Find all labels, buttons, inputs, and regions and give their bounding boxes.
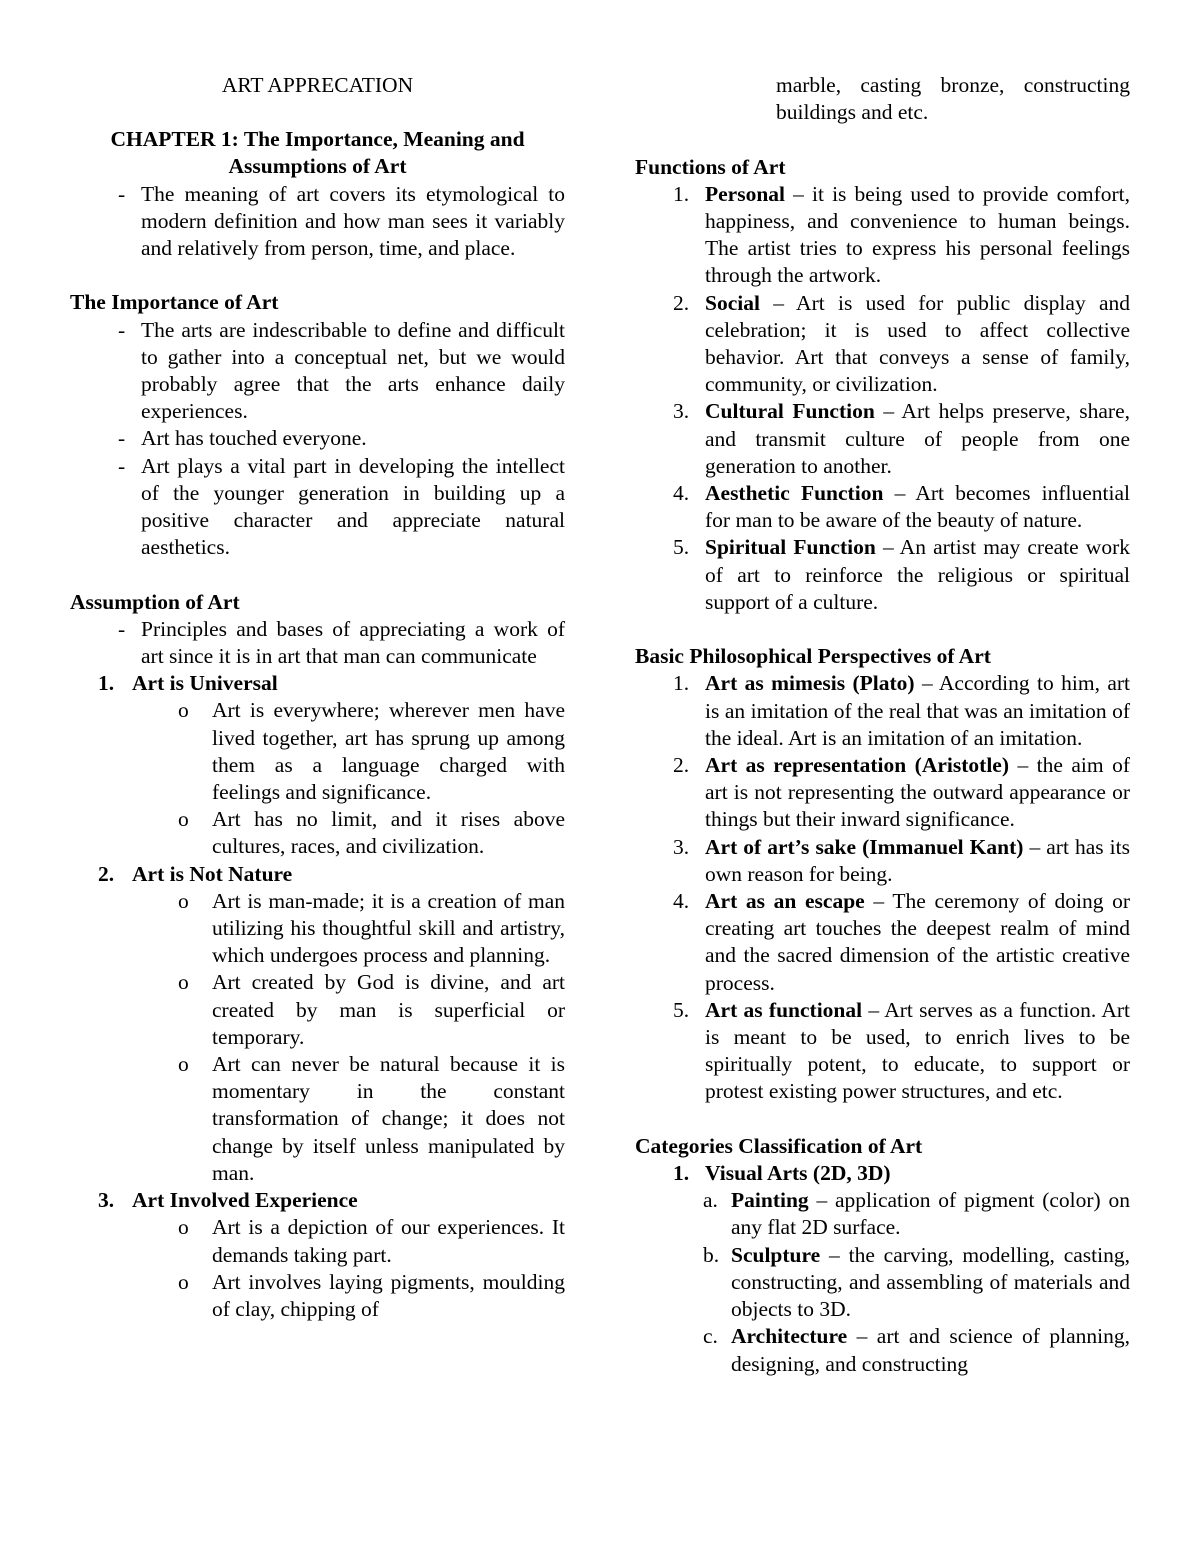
list-letter: b. bbox=[703, 1242, 720, 1267]
sub-bullet-text: Art is a depiction of our experiences. It demands taking part. bbox=[212, 1215, 565, 1267]
sub-bullet-item bbox=[70, 697, 565, 806]
perspective-item bbox=[635, 834, 1130, 888]
function-item bbox=[635, 480, 1130, 534]
visual-art-item bbox=[635, 1323, 1130, 1377]
function-item bbox=[635, 181, 1130, 290]
bullet-text: The meaning of art covers its etymological to modern definition and how man sees it variably and relatively from person, time, and place. bbox=[141, 181, 565, 261]
bullet-text: The arts are indescribable to define and difficult to gather into a conceptual net, but we would probably agree that the arts enhance daily experiences. bbox=[141, 317, 565, 424]
sub-bullet-text: Art is man-made; it is a creation of man utilizing his thoughtful skill and artistry, which undergoes process and planning. bbox=[212, 888, 565, 968]
dash-marker: - bbox=[118, 616, 126, 641]
visual-art-desc: – art and science of planning, designing, and constructing bbox=[731, 1324, 1130, 1376]
continued-text: marble, casting bronze, constructing buildings and etc. bbox=[776, 73, 1130, 125]
list-number: 1. bbox=[673, 1161, 690, 1186]
bullet-text: Principles and bases of appreciating a work of art since it is in art that man can communicate bbox=[141, 616, 565, 669]
function-desc: – it is being used to provide comfort, happiness, and convenience to human beings. The artist tries to express his personal feelings through the artwork. bbox=[705, 181, 1130, 288]
visual-art-term: Painting bbox=[731, 1188, 809, 1213]
chapter-heading: CHAPTER 1: The Importance, Meaning and Assumptions of Art bbox=[110, 127, 525, 179]
section-heading-functions: Functions of Art bbox=[635, 154, 786, 179]
assumption-title: Art Involved Experience bbox=[132, 1188, 358, 1213]
section-heading-perspectives: Basic Philosophical Perspectives of Art bbox=[635, 644, 991, 669]
list-number: 3. bbox=[673, 399, 690, 424]
perspective-desc: – art has its own reason for being. bbox=[705, 834, 1130, 886]
circle-marker: o bbox=[178, 970, 189, 995]
perspective-desc: – the aim of art is not representing the outward appearance or things but their inward significance. bbox=[705, 753, 1130, 832]
circle-marker: o bbox=[178, 807, 189, 832]
list-number: 4. bbox=[673, 481, 690, 506]
sub-bullet-text: Art created by God is divine, and art created by man is superficial or temporary. bbox=[212, 970, 565, 1049]
function-desc: – Art is used for public display and celebration; it is used to affect collective behavior. Art that conveys a sense of family, community, or civilization. bbox=[705, 290, 1130, 397]
circle-marker: o bbox=[178, 888, 189, 913]
numbered-heading bbox=[70, 670, 565, 697]
bullet-item bbox=[70, 453, 565, 562]
circle-marker: o bbox=[178, 1052, 189, 1077]
left-column bbox=[70, 72, 565, 1323]
bullet-item bbox=[70, 616, 565, 670]
perspective-item bbox=[635, 888, 1130, 997]
visual-art-desc: – application of pigment (color) on any flat 2D surface. bbox=[731, 1188, 1130, 1240]
perspective-desc: – Art serves as a function. Art is meant to be used, to enrich lives to be spiritually potent, to educate, to support or protest existing power structures, and etc. bbox=[705, 997, 1131, 1104]
assumption-title: Art is Universal bbox=[132, 671, 278, 696]
visual-art-item bbox=[635, 1187, 1130, 1241]
perspective-item bbox=[635, 752, 1130, 834]
list-number: 5. bbox=[673, 997, 690, 1022]
bullet-text: Art has touched everyone. bbox=[141, 426, 367, 451]
list-number: 4. bbox=[673, 889, 690, 914]
category-title: Visual Arts (2D, 3D) bbox=[705, 1161, 891, 1186]
perspective-item bbox=[635, 997, 1130, 1106]
perspective-term: Art of art’s sake (Immanuel Kant) bbox=[705, 834, 1024, 859]
perspective-term: Art as an escape bbox=[705, 889, 865, 914]
section-heading-importance: The Importance of Art bbox=[70, 290, 279, 315]
function-term: Social bbox=[705, 290, 760, 315]
function-desc: – An artist may create work of art to reinforce the religious or spiritual support of a culture. bbox=[705, 535, 1130, 614]
sub-bullet-item bbox=[70, 888, 565, 970]
circle-marker: o bbox=[178, 1269, 189, 1294]
list-number: 1. bbox=[98, 671, 115, 696]
perspective-term: Art as representation (Aristotle) bbox=[705, 753, 1009, 778]
numbered-heading bbox=[70, 1187, 565, 1214]
numbered-heading bbox=[70, 861, 565, 888]
category-item bbox=[635, 1160, 1130, 1187]
list-number: 3. bbox=[673, 834, 690, 859]
list-letter: a. bbox=[703, 1188, 718, 1213]
perspective-term: Art as mimesis (Plato) bbox=[705, 671, 915, 696]
visual-art-desc: – the carving, modelling, casting, constructing, and assembling of materials and objects to 3D. bbox=[731, 1242, 1130, 1322]
function-desc: – Art helps preserve, share, and transmit culture of people from one generation to another. bbox=[705, 399, 1130, 478]
sub-bullet-item bbox=[70, 1051, 565, 1187]
dash-marker: - bbox=[118, 426, 126, 451]
sub-bullet-text: Art involves laying pigments, moulding of clay, chipping of bbox=[212, 1269, 565, 1321]
perspective-item bbox=[635, 670, 1130, 752]
section-heading-assumption: Assumption of Art bbox=[70, 589, 240, 614]
bullet-text: Art plays a vital part in developing the intellect of the younger generation in building up a positive character and appreciate natural aesthetics. bbox=[141, 453, 565, 560]
function-desc: – Art becomes influential for man to be aware of the beauty of nature. bbox=[705, 481, 1130, 533]
sub-bullet-item bbox=[70, 1269, 565, 1323]
list-number: 2. bbox=[673, 753, 690, 778]
visual-art-item bbox=[635, 1242, 1130, 1324]
perspective-desc: – The ceremony of doing or creating art touches the deepest realm of mind and the sacred dimension of the artistic creative process. bbox=[705, 889, 1131, 995]
sub-bullet-text: Art has no limit, and it rises above cultures, races, and civilization. bbox=[212, 807, 565, 859]
function-term: Cultural Function bbox=[705, 399, 875, 424]
section-heading-categories: Categories Classification of Art bbox=[635, 1133, 923, 1158]
function-term: Personal bbox=[705, 181, 786, 206]
right-column bbox=[635, 72, 1130, 1378]
function-item bbox=[635, 290, 1130, 399]
bullet-item bbox=[70, 181, 565, 263]
bullet-item bbox=[70, 317, 565, 426]
sub-bullet-item bbox=[70, 806, 565, 860]
perspective-desc: – According to him, art is an imitation of the real that was an imitation of the ideal. Art is an imitation of an imitation. bbox=[705, 671, 1130, 750]
assumption-title: Art is Not Nature bbox=[132, 861, 293, 886]
visual-art-term: Architecture bbox=[731, 1324, 848, 1349]
list-number: 1. bbox=[673, 671, 690, 696]
perspective-term: Art as functional bbox=[705, 997, 863, 1022]
sub-bullet-item bbox=[70, 1214, 565, 1268]
function-item bbox=[635, 534, 1130, 616]
sub-bullet-text: Art is everywhere; wherever men have lived together, art has sprung up among them as a language charged with feelings and significance. bbox=[212, 698, 565, 805]
list-number: 1. bbox=[673, 181, 690, 206]
sub-bullet-text: Art can never be natural because it is momentary in the constant transformation of change; it does not change by itself unless manipulated by man. bbox=[212, 1052, 565, 1185]
list-number: 2. bbox=[98, 861, 115, 886]
circle-marker: o bbox=[178, 1215, 189, 1240]
dash-marker: - bbox=[118, 181, 126, 206]
function-item bbox=[635, 398, 1130, 480]
circle-marker: o bbox=[178, 698, 189, 723]
dash-marker: - bbox=[118, 317, 126, 342]
dash-marker: - bbox=[118, 453, 126, 478]
visual-art-term: Sculpture bbox=[731, 1242, 821, 1267]
list-number: 2. bbox=[673, 290, 690, 315]
document-title: ART APPRECATION bbox=[221, 73, 414, 97]
sub-bullet-item bbox=[70, 969, 565, 1051]
bullet-item bbox=[70, 425, 565, 452]
function-term: Spiritual Function bbox=[705, 535, 876, 560]
list-letter: c. bbox=[703, 1324, 718, 1349]
list-number: 3. bbox=[98, 1188, 115, 1213]
function-term: Aesthetic Function bbox=[705, 481, 884, 506]
list-number: 5. bbox=[673, 535, 690, 560]
